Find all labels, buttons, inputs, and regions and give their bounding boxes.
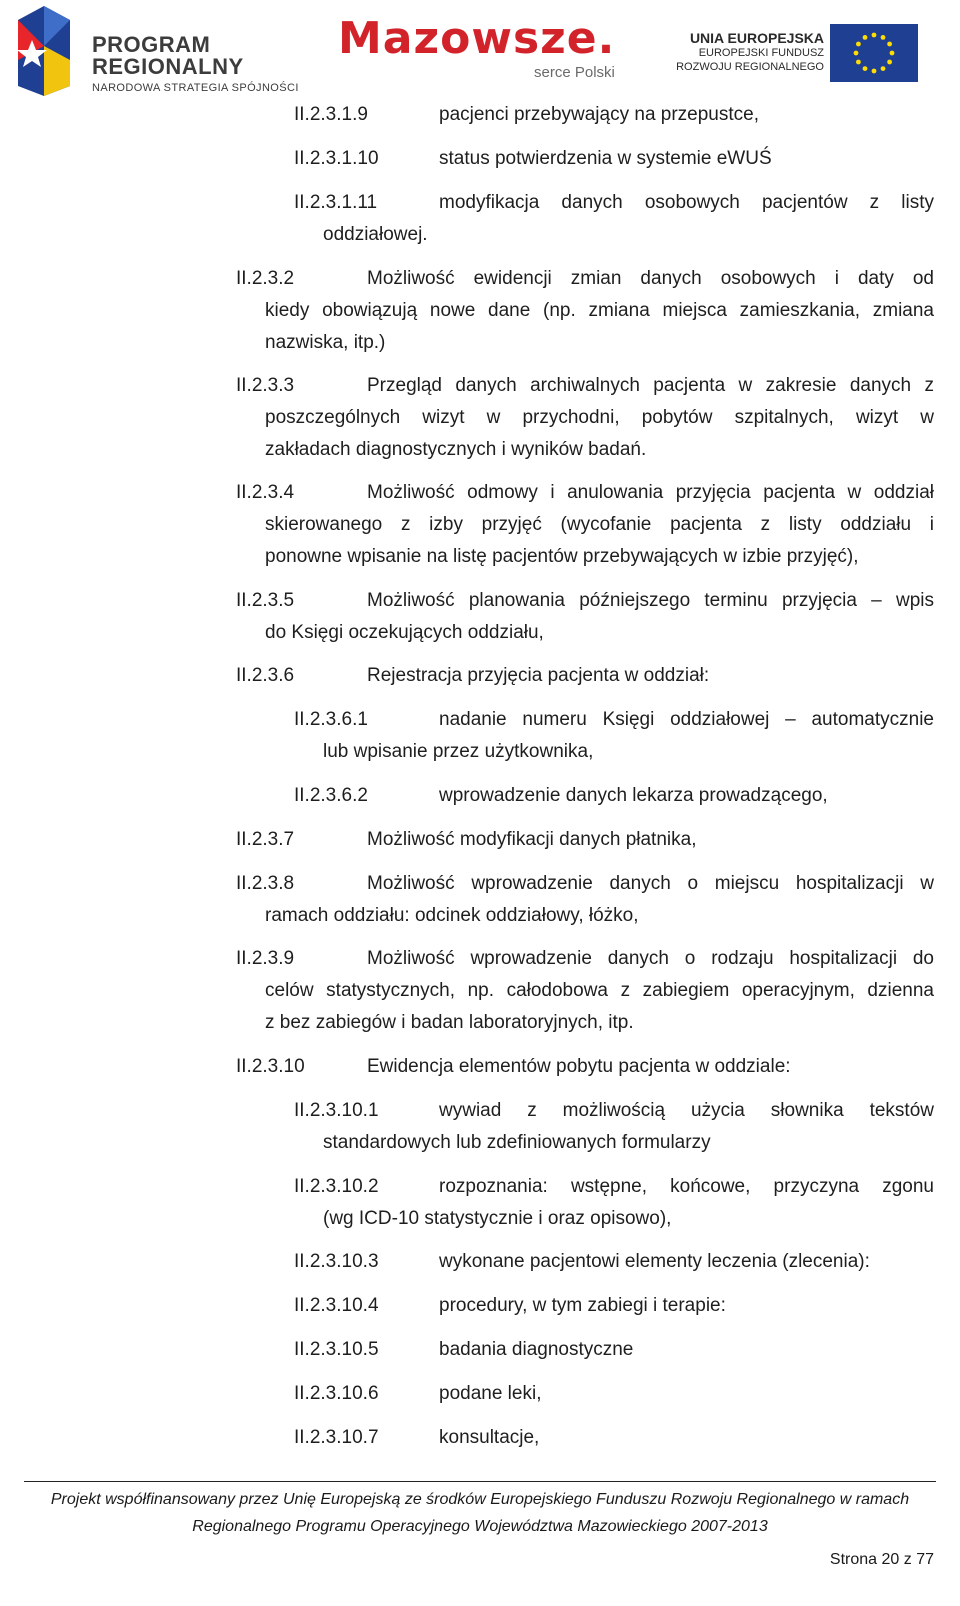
item-number: II.2.3.10.7 [294,1427,379,1448]
item-number: II.2.3.9 [236,948,295,969]
item-text: badania diagnostyczne [439,1339,634,1360]
footer-divider [24,1481,936,1482]
item-text-continuation: z bez zabiegów i badan laboratoryjnych, itp. [265,1012,634,1033]
program-regionalny-emblem-icon [14,6,74,96]
item-text: wykonane pacjentowi elementy leczenia (zlecenia): [439,1251,870,1272]
page-number: Strona 20 z 77 [829,1551,934,1568]
program-title [92,34,244,78]
item-text: procedury, w tym zabiegi i terapie: [439,1295,726,1316]
item-number: II.2.3.4 [236,482,295,503]
item-number: II.2.3.6.1 [294,709,368,730]
item-number: II.2.3.1.10 [294,148,379,169]
eu-flag-icon [830,24,918,82]
item-text: Ewidencja elementów pobytu pacjenta w oddziale: [367,1056,791,1077]
footer-funding-line2: Regionalnego Programu Operacyjnego Województwa Mazowieckiego 2007-2013 [192,1518,768,1535]
item-text: Rejestracja przyjęcia pacjenta w oddział: [367,665,710,686]
eu-line3: ROZWOJU REGIONALNEGO [676,61,824,73]
item-number: II.2.3.1.9 [294,104,368,125]
item-text-continuation: (wg ICD-10 statystycznie i oraz opisowo), [323,1208,672,1229]
eu-line2: EUROPEJSKI FUNDUSZ [698,47,824,59]
item-text-continuation: kiedy obowiązują nowe dane (np. zmiana miejsca zamieszkania, zmiana [265,300,934,321]
item-text: konsultacje, [439,1427,540,1448]
eu-star [856,60,861,65]
item-text: Możliwość ewidencji zmian danych osobowych i daty od [367,268,934,289]
eu-star [854,51,859,56]
program-regionalny-logo [14,6,304,96]
item-number: II.2.3.10.4 [294,1295,379,1316]
item-number: II.2.3.7 [236,829,295,850]
item-text: Możliwość odmowy i anulowania przyjęcia pacjenta w oddział [367,482,934,503]
eu-star [890,51,895,56]
item-text: Możliwość wprowadzenie danych o miejscu hospitalizacji w [367,873,934,894]
item-text: Przegląd danych archiwalnych pacjenta w zakresie danych z [367,375,934,396]
item-number: II.2.3.5 [236,590,295,611]
item-number: II.2.3.10.1 [294,1100,379,1121]
eu-star [881,35,886,40]
eu-star [872,33,877,38]
item-number: II.2.3.10.3 [294,1251,379,1272]
item-text: podane leki, [439,1383,542,1404]
item-text-continuation: do Księgi oczekujących oddziału, [265,622,544,643]
eu-star [887,42,892,47]
item-number: II.2.3.10.6 [294,1383,379,1404]
item-text-continuation: skierowanego z izby przyjęć (wycofanie pacjenta z listy oddziału i [265,514,934,535]
item-number: II.2.3.10 [236,1056,305,1077]
program-title-line2: REGIONALNY [92,54,244,79]
eu-line1: UNIA EUROPEJSKA [689,30,824,46]
eu-star [887,60,892,65]
item-number: II.2.3.2 [236,268,295,289]
item-text-continuation: zakładach diagnostycznych i wyników badań. [265,439,647,460]
item-text-continuation: nazwiska, itp.) [265,332,386,353]
item-number: II.2.3.8 [236,873,295,894]
item-number: II.2.3.1.11 [294,192,378,213]
item-text: pacjenci przebywający na przepustce, [439,104,760,125]
item-text: Możliwość modyfikacji danych płatnika, [367,829,697,850]
item-number: II.2.3.6.2 [294,785,368,806]
item-text-continuation: poszczególnych wizyt w przychodni, pobytów szpitalnych, wizyt w [265,407,934,428]
item-number: II.2.3.10.2 [294,1176,379,1197]
item-number: II.2.3.10.5 [294,1339,379,1360]
mazowsze-wordmark: Mazowsze. [338,13,616,64]
item-text-continuation: standardowych lub zdefiniowanych formularzy [323,1132,711,1153]
footer-funding-line1: Projekt współfinansowany przez Unię Europejską ze środków Europejskiego Funduszu Rozwoju Regionalnego w ramach [50,1491,910,1508]
item-text-continuation: oddziałowej. [323,224,428,245]
item-text: Możliwość planowania późniejszego terminu przyjęcia – wpis [367,590,934,611]
item-text: modyfikacja danych osobowych pacjentów z listy [439,192,934,213]
page-header [0,0,960,100]
item-text: status potwierdzenia w systemie eWUŚ [439,148,772,169]
item-text-continuation: ponowne wpisanie na listę pacjentów przebywających w izbie przyjęć), [265,546,859,567]
mazowsze-logo [338,14,638,84]
item-text-continuation: ramach oddziału: odcinek oddziałowy, łóżko, [265,905,639,926]
eu-star [881,66,886,71]
item-text: nadanie numeru Księgi oddziałowej – automatycznie [439,709,934,730]
item-text-continuation: celów statystycznych, np. całodobowa z zabiegiem operacyjnym, dzienna [265,980,934,1001]
program-title-line1: PROGRAM [92,32,211,57]
item-text: wprowadzenie danych lekarza prowadzącego, [439,785,828,806]
eu-logo [670,24,950,84]
eu-star [863,35,868,40]
eu-star [856,42,861,47]
mazowsze-tagline: serce Polski [534,64,615,81]
program-subtitle: NARODOWA STRATEGIA SPÓJNOŚCI [92,82,299,94]
eu-text [670,30,824,74]
eu-star [863,66,868,71]
item-text: wywiad z możliwością użycia słownika tekstów [439,1100,934,1121]
item-text: rozpoznania: wstępne, końcowe, przyczyna zgonu [439,1176,934,1197]
item-number: II.2.3.3 [236,375,295,396]
item-number: II.2.3.6 [236,665,295,686]
item-text-continuation: lub wpisanie przez użytkownika, [323,741,594,762]
eu-star [872,69,877,74]
item-text: Możliwość wprowadzenie danych o rodzaju hospitalizacji do [367,948,934,969]
